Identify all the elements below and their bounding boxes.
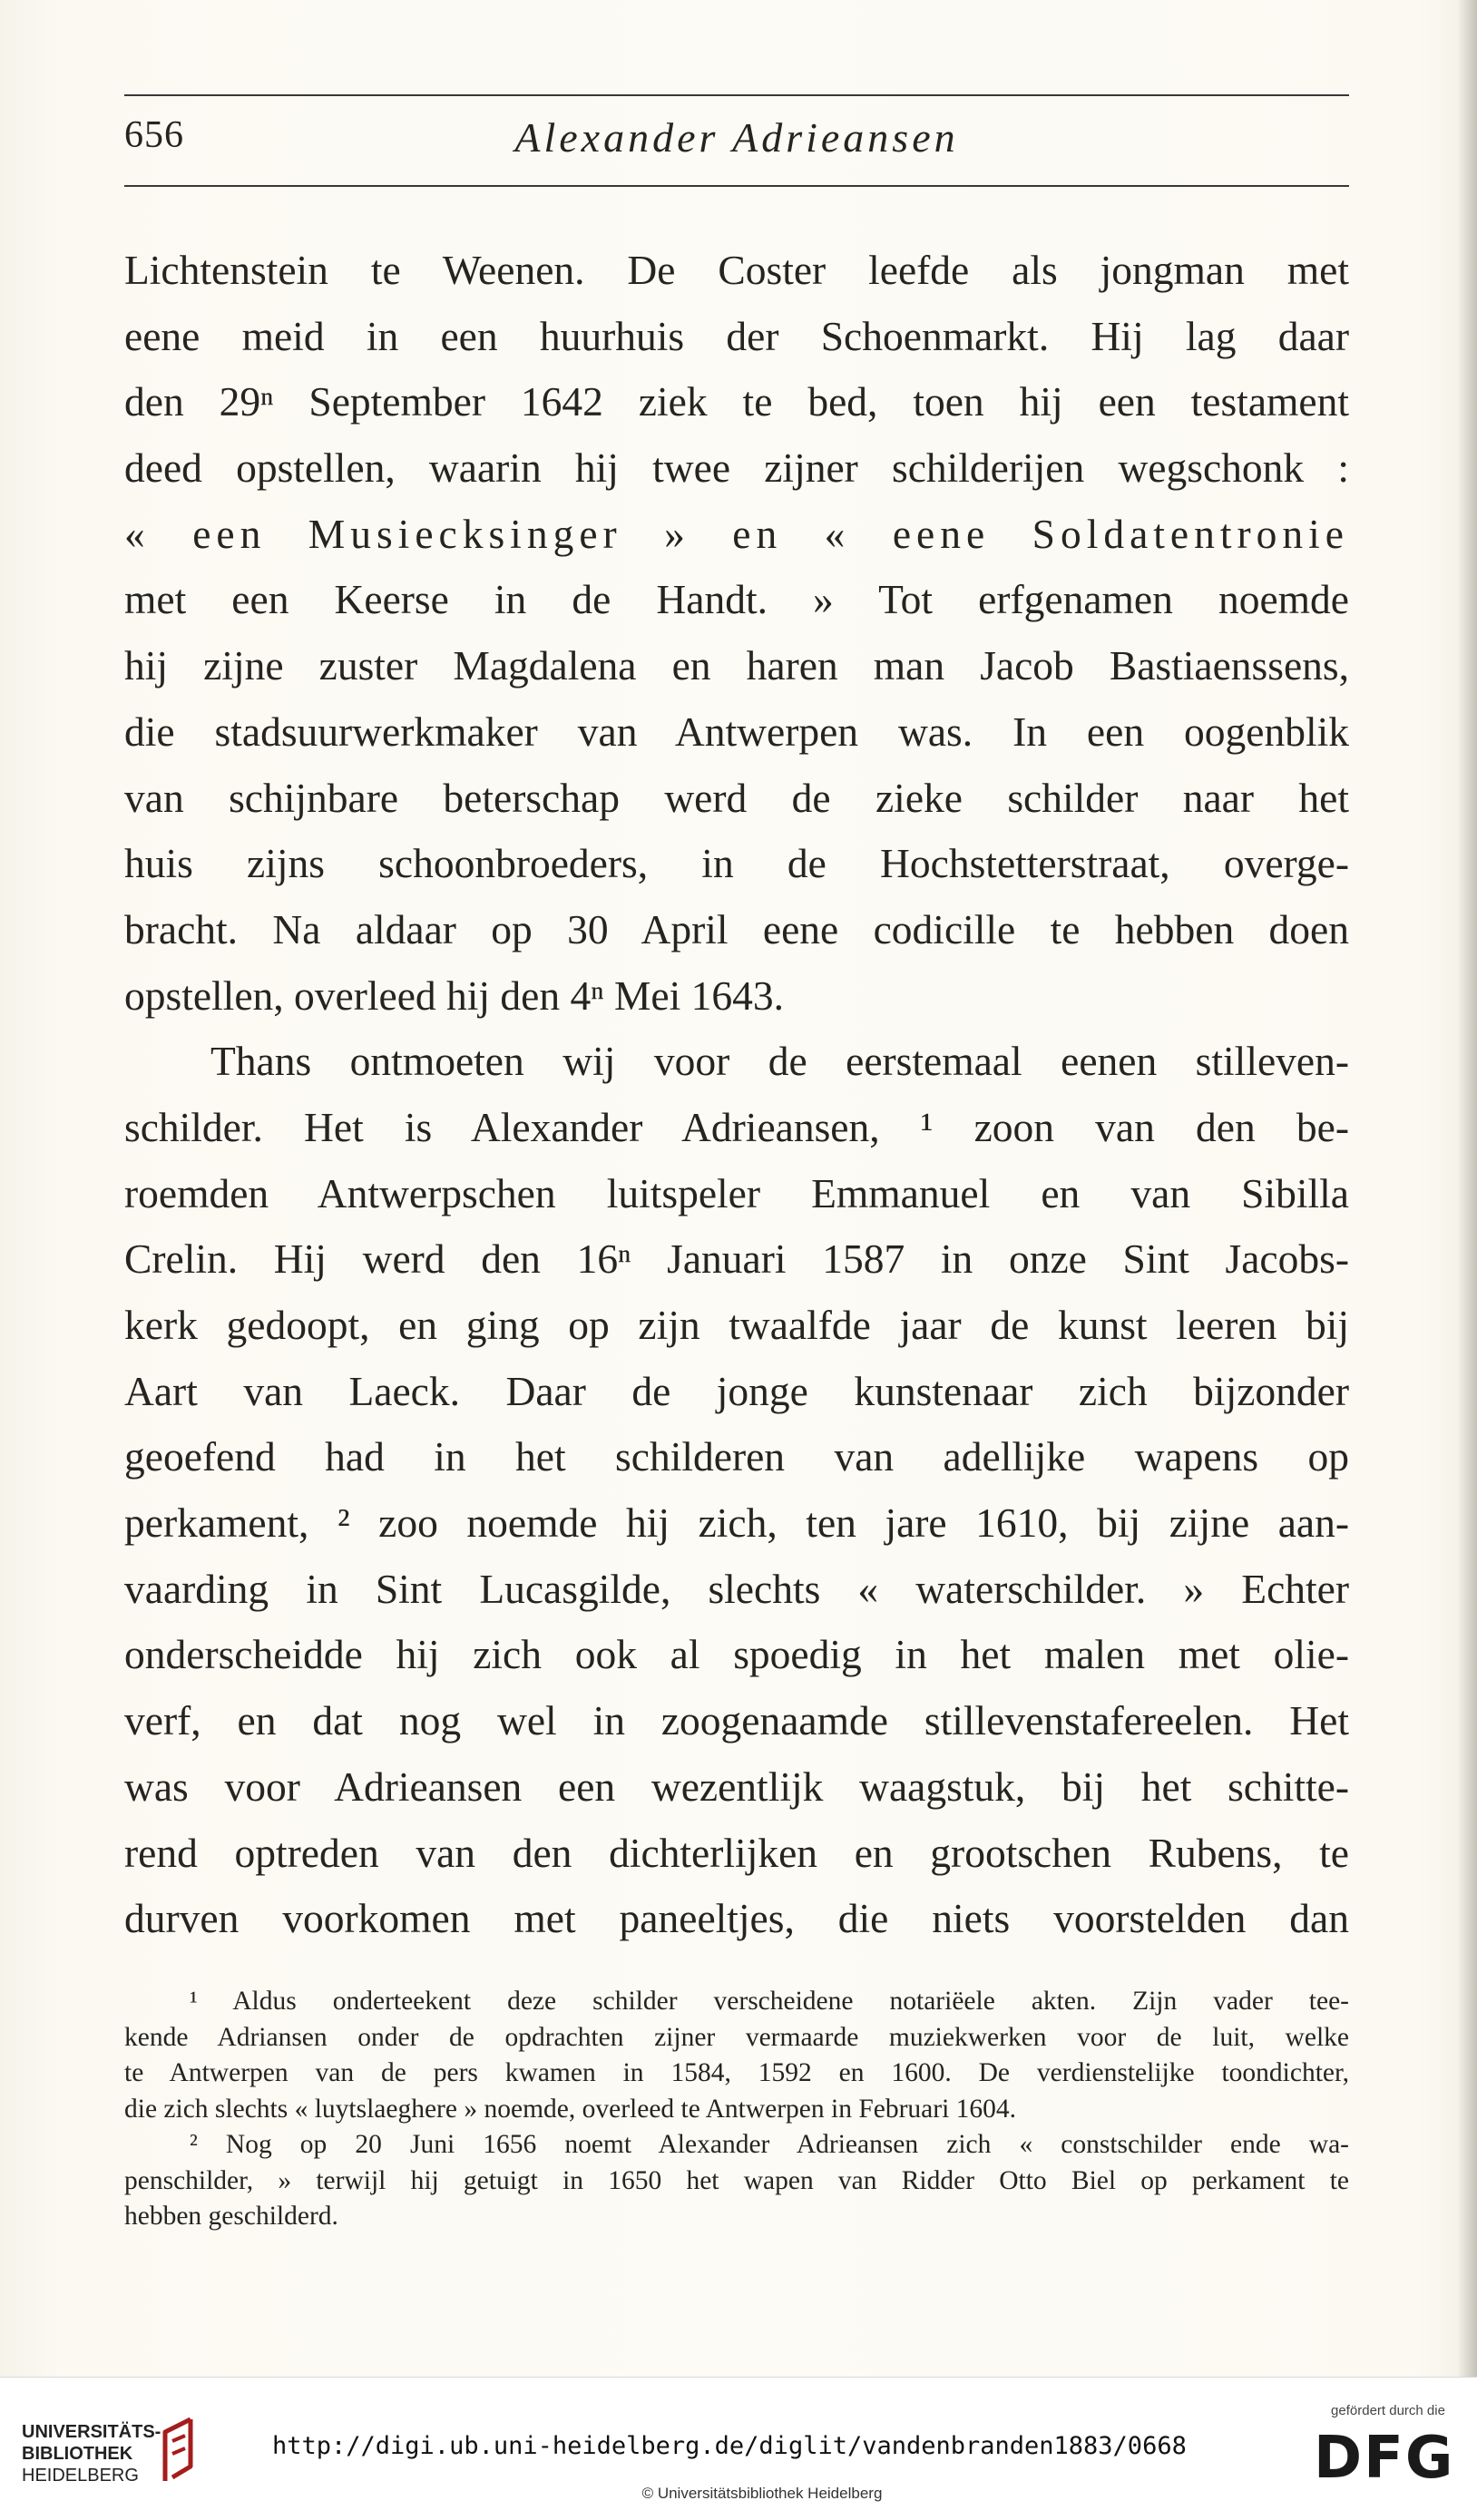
text-line: die stadsuurwerkmaker van Antwerpen was. In een oogenblik bbox=[124, 708, 1349, 755]
dfg-logo: DFG bbox=[1314, 2425, 1455, 2492]
text-line: met een Keerse in de Handt. » Tot erfgenamen noemde bbox=[124, 576, 1349, 623]
text-line: bracht. Na aldaar op 30 April eene codicille te hebben doen bbox=[124, 905, 1349, 952]
text-line: Thans ontmoeten wij voor de eerstemaal eenen stilleven- bbox=[210, 1038, 1349, 1085]
text-line: eene meid in een huurhuis der Schoenmarkt. Hij lag daar bbox=[124, 312, 1349, 359]
text-line: den 29ⁿ September 1642 ziek te bed, toen hij een testament bbox=[124, 378, 1349, 425]
footnote-line: te Antwerpen van de pers kwamen in 1584, 1592 en 1600. De verdienstelijke toondichter, bbox=[124, 2058, 1349, 2087]
footnotes bbox=[124, 1984, 1349, 2235]
text-line: durven voorkomen met paneeltjes, die niets voorstelden dan bbox=[124, 1895, 1349, 1942]
text-line: schilder. Het is Alexander Adrieansen, ¹ zoon van den be- bbox=[124, 1103, 1349, 1150]
copyright-notice: © Universitätsbibliothek Heidelberg bbox=[641, 2485, 883, 2502]
text-line: kerk gedoopt, en ging op zijn twaalfde jaar de kunst leeren bij bbox=[124, 1302, 1349, 1348]
text-line: was voor Adrieansen een wezentlijk waagstuk, bij het schitte- bbox=[124, 1763, 1349, 1810]
text-line: huis zijns schoonbroeders, in de Hochstetterstraat, overge- bbox=[124, 840, 1349, 887]
footnote-line: die zich slechts « luytslaeghere » noemde, overleed te Antwerpen in Februari 1604. bbox=[124, 2094, 1017, 2124]
text-line: opstellen, overleed hij den 4ⁿ Mei 1643. bbox=[124, 972, 785, 1019]
text-line: geoefend had in het schilderen van adellijke wapens op bbox=[124, 1433, 1349, 1480]
funded-by-label: gefördert durch die bbox=[1331, 2403, 1445, 2418]
text-line: « een Musiecksinger » en « eene Soldatentronie bbox=[124, 510, 1349, 557]
library-name-line: HEIDELBERG bbox=[22, 2466, 139, 2486]
permalink-url[interactable]: http://digi.ub.uni-heidelberg.de/diglit/vandenbranden1883/0668 bbox=[272, 2432, 1187, 2460]
text-line: roemden Antwerpschen luitspeler Emmanuel en van Sibilla bbox=[124, 1169, 1349, 1216]
text-line: perkament, ² zoo noemde hij zich, ten jare 1610, bij zijne aan- bbox=[124, 1499, 1349, 1547]
footnote-line: kende Adriansen onder de opdrachten zijner vermaarde muziekwerken voor de luit, welke bbox=[124, 2022, 1349, 2052]
header-rule-top bbox=[124, 94, 1349, 96]
text-line: Aart van Laeck. Daar de jonge kunstenaar zich bijzonder bbox=[124, 1367, 1349, 1414]
body-text bbox=[124, 238, 1349, 1952]
library-logo-icon bbox=[145, 2414, 200, 2486]
footnote-line: ¹ Aldus onderteekent deze schilder verscheidene notariëele akten. Zijn vader tee- bbox=[190, 1987, 1349, 2016]
header-rule-bottom bbox=[124, 185, 1349, 187]
text-line: van schijnbare beterschap werd de zieke schilder naar het bbox=[124, 774, 1349, 821]
running-title: Alexander Adrieansen bbox=[514, 114, 959, 161]
text-line: hij zijne zuster Magdalena en haren man Jacob Bastiaenssens, bbox=[124, 642, 1349, 689]
page-edge-shadow bbox=[1457, 0, 1477, 2377]
footnote-line: penschilder, » terwijl hij getuigt in 1650 het wapen van Ridder Otto Biel op perkament te bbox=[124, 2165, 1349, 2195]
text-line: verf, en dat nog wel in zoogenaamde stillevenstafereelen. Het bbox=[124, 1697, 1349, 1744]
text-line: vaarding in Sint Lucasgilde, slechts « waterschilder. » Echter bbox=[124, 1565, 1349, 1612]
text-line: rend optreden van den dichterlijken en grootschen Rubens, te bbox=[124, 1829, 1349, 1876]
digitization-footer bbox=[0, 2377, 1477, 2520]
page-number: 656 bbox=[124, 114, 184, 156]
library-name-line: BIBLIOTHEK bbox=[22, 2444, 133, 2464]
text-line: deed opstellen, waarin hij twee zijner schilderijen wegschonk : bbox=[124, 444, 1349, 492]
library-name bbox=[22, 2421, 161, 2486]
footnote-line: ² Nog op 20 Juni 1656 noemt Alexander Adrieansen zich « constschilder ende wa- bbox=[190, 2130, 1349, 2159]
text-line: Lichtenstein te Weenen. De Coster leefde als jongman met bbox=[124, 247, 1349, 293]
text-line: onderscheidde hij zich ook al spoedig in het malen met olie- bbox=[124, 1631, 1349, 1678]
text-line: Crelin. Hij werd den 16ⁿ Januari 1587 in onze Sint Jacobs- bbox=[124, 1236, 1349, 1283]
library-name-line: UNIVERSITÄTS- bbox=[22, 2422, 161, 2442]
footnote-line: hebben geschilderd. bbox=[124, 2202, 338, 2231]
